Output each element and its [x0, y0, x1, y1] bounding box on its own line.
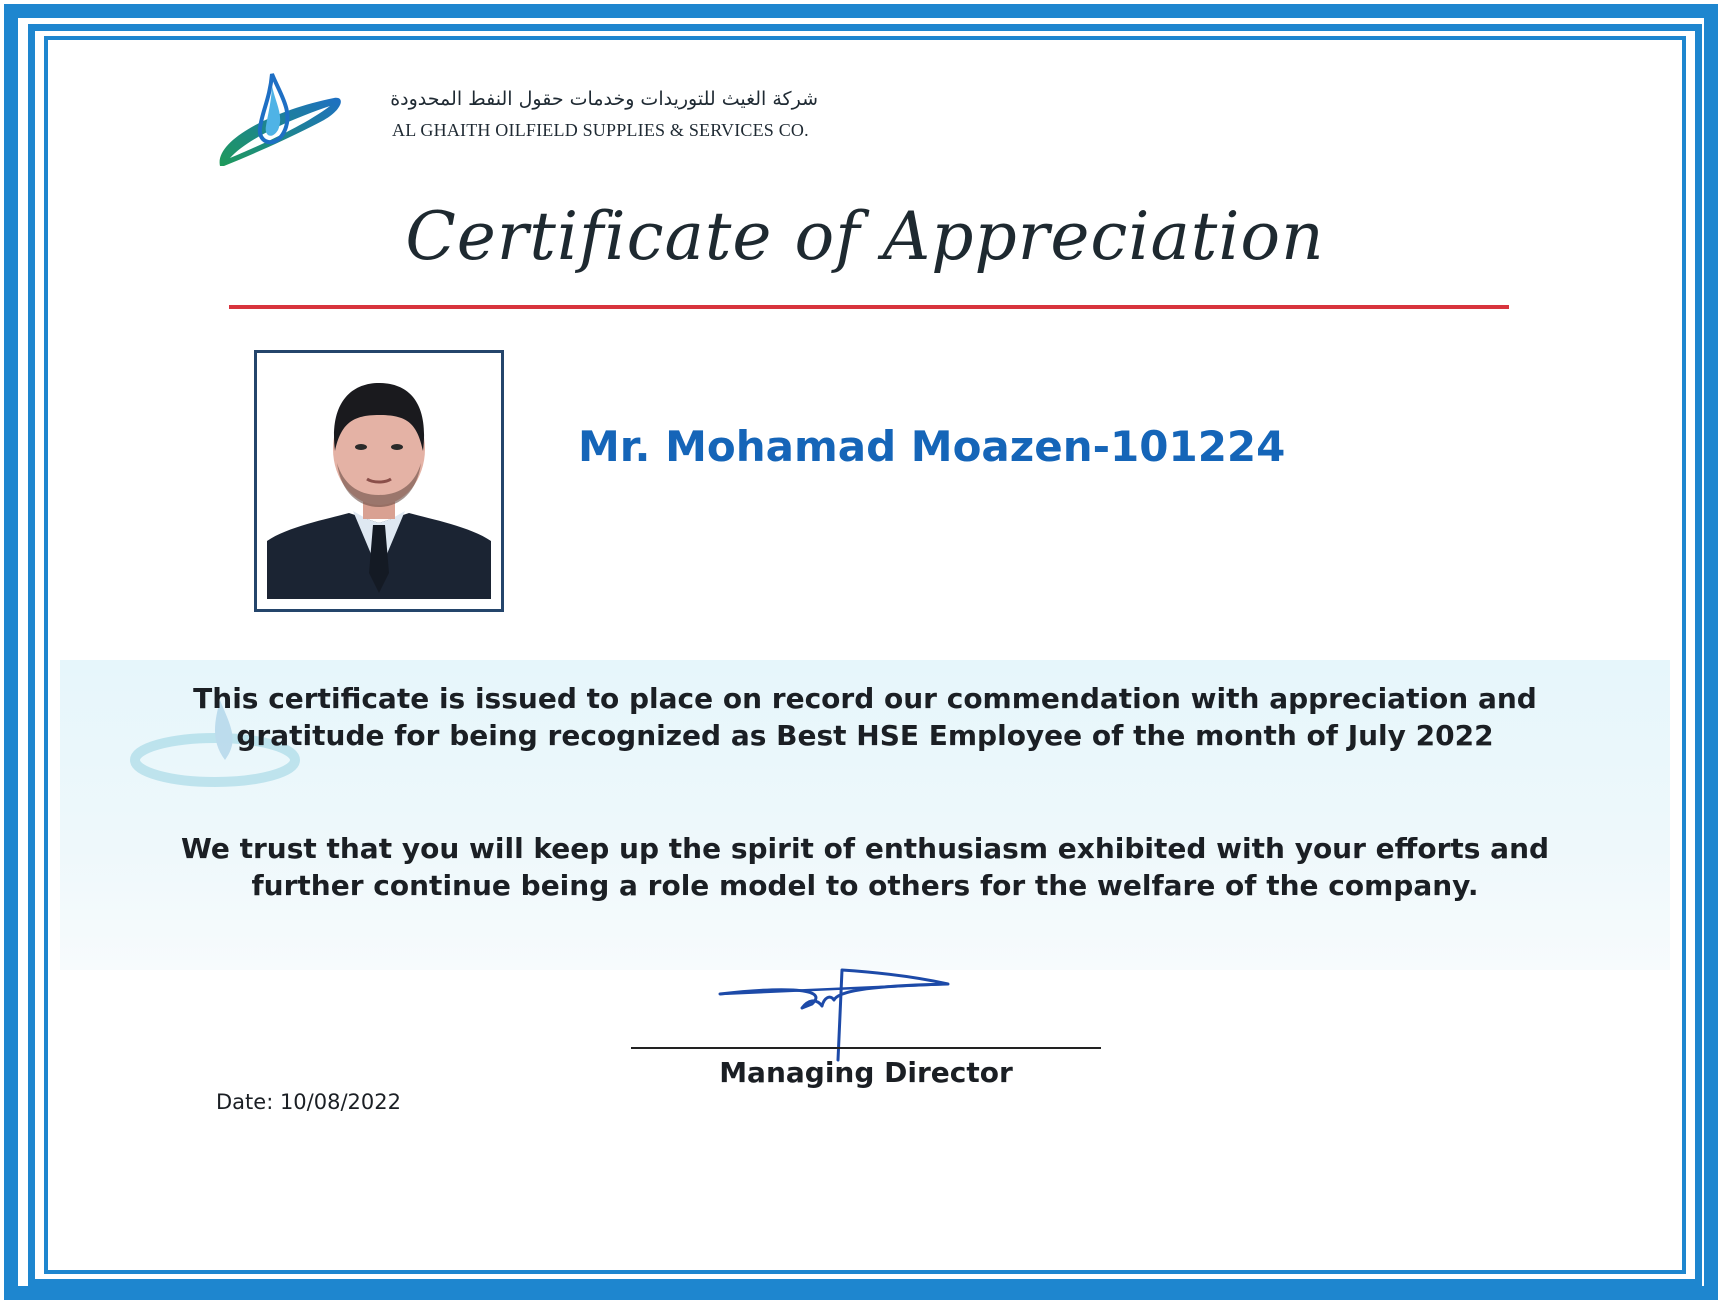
signature-icon	[712, 964, 962, 1064]
title-underline	[229, 305, 1509, 309]
certificate-title: Certificate of Appreciation	[405, 198, 1325, 275]
signature-line	[631, 1047, 1101, 1049]
photo-frame	[254, 350, 504, 612]
company-name-english: AL GHAITH OILFIELD SUPPLIES & SERVICES CO.	[392, 120, 809, 140]
encouragement-paragraph: We trust that you will keep up the spirit of enthusiasm exhibited with your efforts and further continue being a role model to others for the welfare of the company.	[180, 832, 1550, 902]
portrait-photo-icon	[267, 363, 491, 599]
company-name-arabic: شركة الغيث للتوريدات وخدمات حقول النفط المحدودة	[390, 88, 818, 110]
commendation-paragraph: This certificate is issued to place on record our commendation with appreciation and gratitude for being recognized as Best HSE Employee of the month of July 2022	[193, 682, 1537, 752]
signatory-title: Managing Director	[719, 1056, 1013, 1089]
recipient-name: Mr. Mohamad Moazen-101224	[578, 422, 1286, 471]
issue-date: Date: 10/08/2022	[216, 1090, 401, 1114]
company-logo-icon	[214, 70, 344, 174]
